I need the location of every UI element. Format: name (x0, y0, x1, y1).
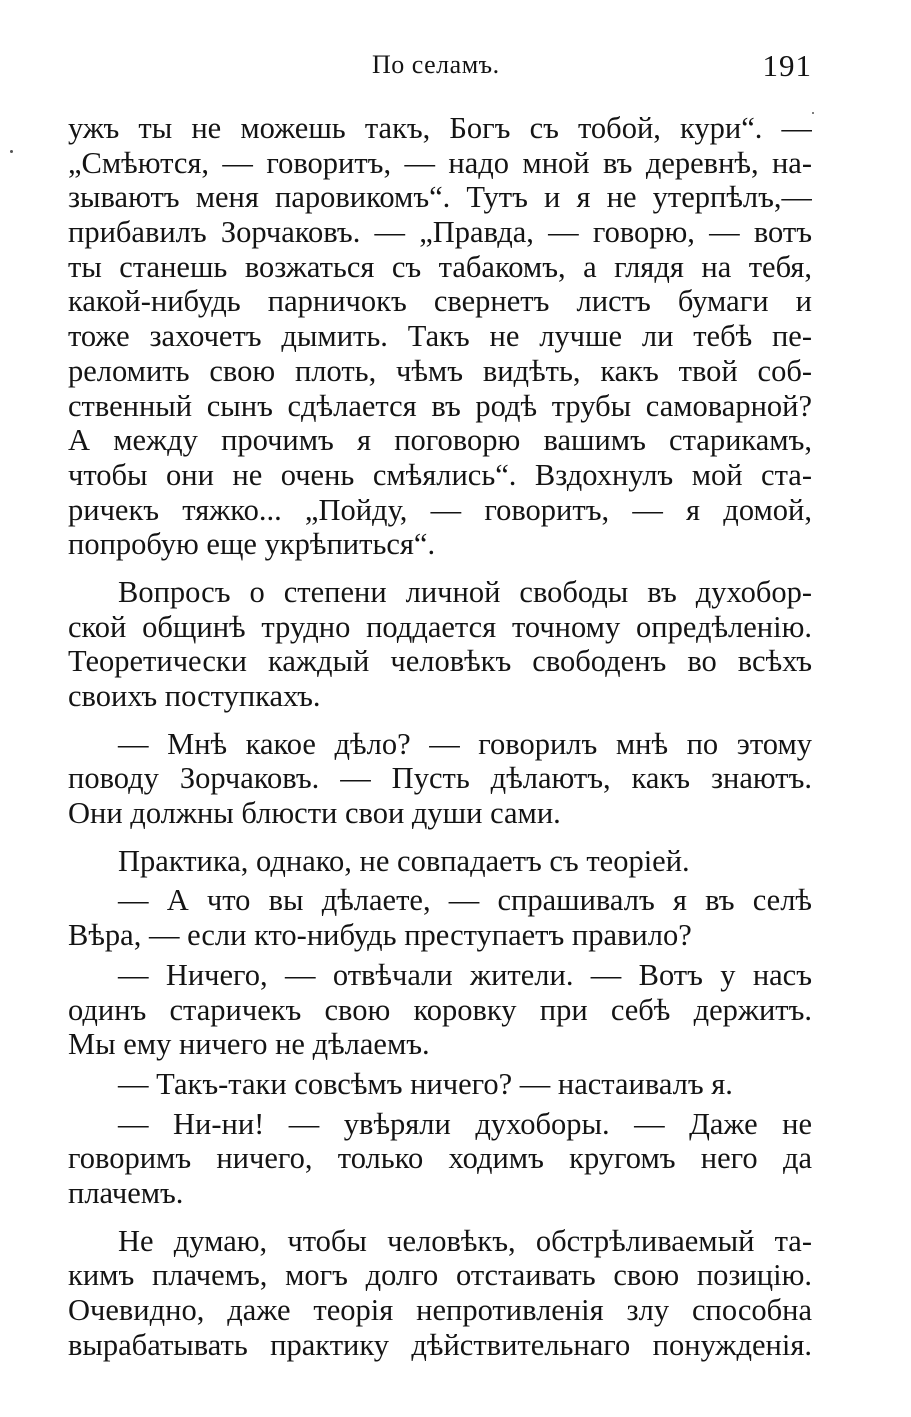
text-line: своихъ поступкахъ. (68, 679, 321, 713)
text-line: Они должны блюсти свои души сами. (68, 796, 561, 831)
text-line: — Такъ-таки совсѣмъ ничего? — настаивалъ я. (118, 1066, 733, 1101)
paper-speck (10, 150, 13, 153)
text-line: вырабатывать практику дѣйствительнаго понужденія. (68, 1327, 812, 1362)
running-title: По селамъ. (372, 50, 500, 79)
text-line: чтобы они не очень смѣялись“. Вздохнулъ мой ста- (68, 457, 812, 492)
text-line: Вопросъ о степени личной свободы въ духобор- (118, 574, 812, 609)
text-line: Практика, однако, не совпадаетъ съ теоріей. (118, 843, 690, 878)
text-line: Очевидно, даже теорія непротивленія злу способна (68, 1293, 812, 1327)
paper-speck (812, 112, 814, 114)
text-line: Не думаю, чтобы человѣкъ, обстрѣливаемый та- (118, 1223, 812, 1258)
text-line: ты станешь возжаться съ табакомъ, а глядя на тебя, (68, 249, 812, 284)
text-line: „Смѣются, — говоритъ, — надо мной въ деревнѣ, на- (68, 145, 812, 180)
text-line: — Мнѣ какое дѣло? — говорилъ мнѣ по этому (118, 726, 812, 761)
text-line: ской общинѣ трудно поддается точному опредѣленію. (68, 609, 812, 644)
text-line: тоже захочетъ дымить. Такъ не лучше ли тебѣ пе- (68, 319, 812, 354)
running-header (66, 48, 814, 84)
text-line: Вѣра, — если кто-нибудь преступаетъ правило? (68, 918, 692, 953)
text-line: — Ничего, — отвѣчали жители. — Вотъ у насъ (118, 957, 812, 992)
body-text (68, 111, 812, 1362)
text-line: плачемъ. (68, 1175, 184, 1210)
text-line: говоримъ ничего, только ходимъ кругомъ него да (68, 1141, 812, 1176)
text-line: — Ни-ни! — увѣряли духоборы. — Даже не (118, 1106, 812, 1141)
text-line: ственный сынъ сдѣлается въ родѣ трубы самоварной? (68, 388, 812, 423)
text-line: Мы ему ничего не дѣлаемъ. (68, 1027, 430, 1062)
text-line: одинъ старичекъ свою коровку при себѣ держитъ. (68, 992, 812, 1027)
page-number: 191 (762, 48, 812, 83)
text-line: ричекъ тяжко... „Пойду, — говоритъ, — я домой, (68, 492, 812, 527)
text-line: кимъ плачемъ, могъ долго отстаивать свою позицію. (68, 1258, 812, 1293)
text-line: прибавилъ Зорчаковъ. — „Правда, — говорю, — вотъ (68, 215, 812, 250)
text-line: реломить свою плоть, чѣмъ видѣть, какъ твой соб- (68, 353, 812, 388)
text-line: какой-нибудь парничокъ свернетъ листъ бумаги и (68, 284, 812, 319)
text-line: попробую еще укрѣпиться“. (68, 527, 436, 562)
text-line: А между прочимъ я поговорю вашимъ старикамъ, (68, 423, 812, 458)
text-line: Теоретически каждый человѣкъ свободенъ во всѣхъ (68, 644, 812, 679)
text-line: — А что вы дѣлаете, — спрашивалъ я въ селѣ (118, 883, 812, 918)
text-line: зываютъ меня паровикомъ“. Тутъ и я не утерпѣлъ,— (68, 180, 812, 215)
text-line: ужъ ты не можешь такъ, Богъ съ тобой, кури“. — (68, 111, 812, 145)
text-line: поводу Зорчаковъ. — Пусть дѣлаютъ, какъ знаютъ. (68, 761, 812, 796)
